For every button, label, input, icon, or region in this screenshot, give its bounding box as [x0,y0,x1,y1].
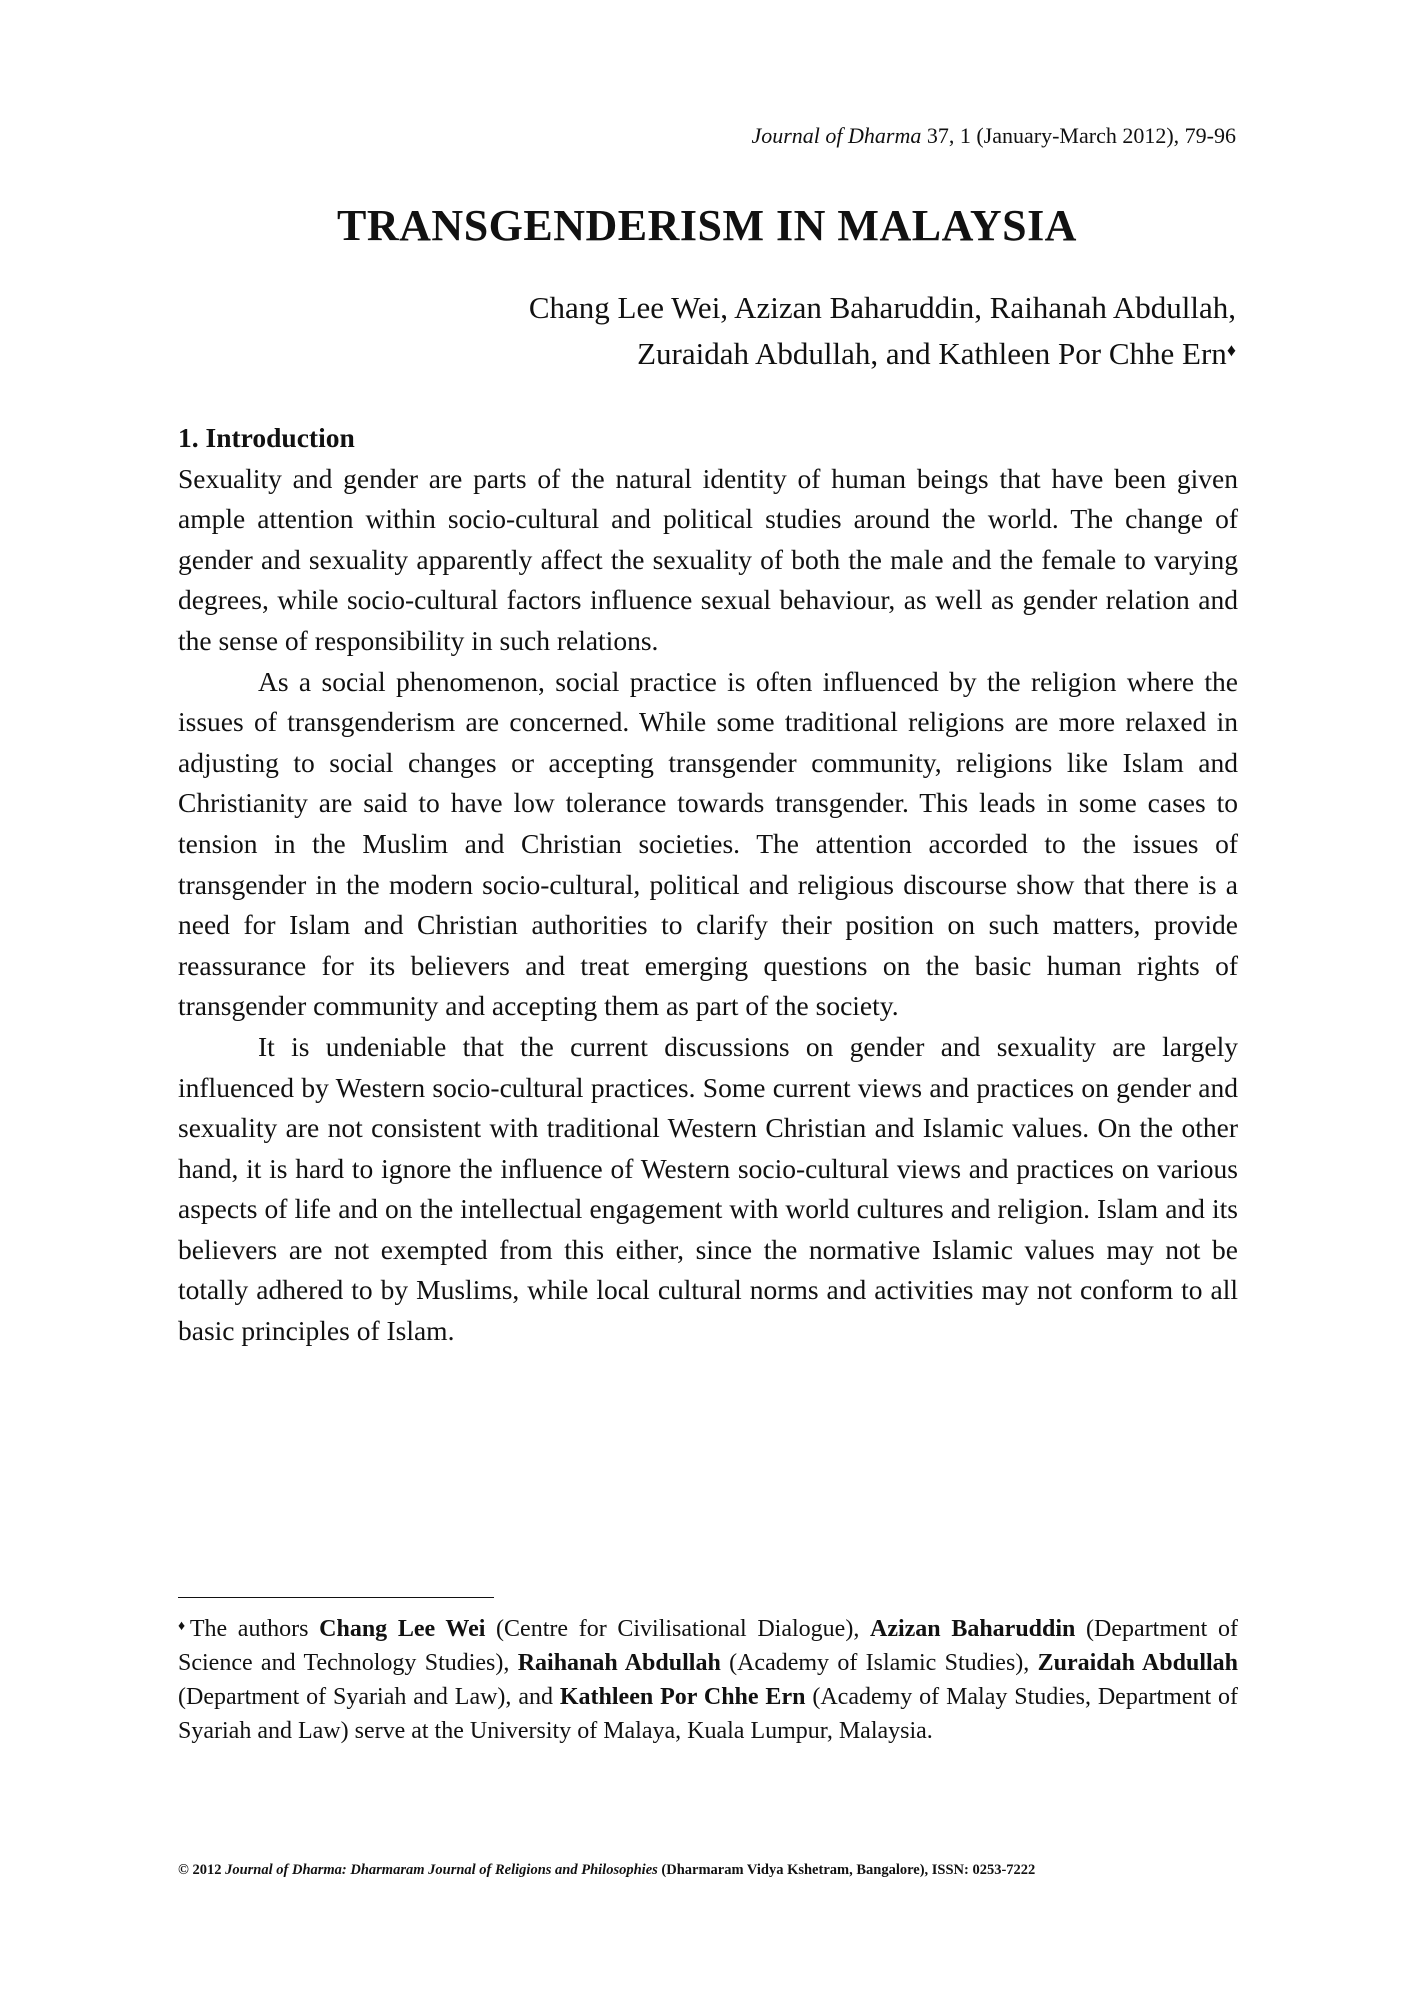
author-affiliation-footnote [178,1612,1238,1748]
footnote-text: (Department of Syariah and Law), and [178,1684,560,1710]
article-title: TRANSGENDERISM IN MALAYSIA [337,201,1077,250]
footnote-text: (Academy of Malay Studies, Department of Syariah and Law) serve at the University of Malaya, Kuala Lumpur, Malaysia. [178,1684,1238,1744]
footnote-text: (Academy of Islamic Studies), [720,1650,1038,1676]
footnote-marker: ♦ [178,1619,190,1634]
body-paragraph-2: As a social phenomenon, social practice is often influenced by the religion where the issues of transgenderism are concerned. While some traditional religions are more relaxed in adjusting to social changes or accepting transgender community, religions like Islam and Christianity are said to have low tolerance towards transgender. This leads in some cases to tension in the Muslim and Christian societies. The attention accorded to the issues of transgender in the modern socio-cultural, political and religious discourse show that there is a need for Islam and Christian authorities to clarify their position on such matters, provide reassurance for its believers and treat emerging questions on the basic human rights of transgender community and accepting them as part of the society. [178,665,1238,1022]
body-paragraph-1: Sexuality and gender are parts of the natural identity of human beings that have been given ample attention within socio-cultural and political studies around the world. The change of gender and sexuality apparently affect the sexuality of both the male and the female to varying degrees, while socio-cultural factors influence sexual behaviour, as well as gender relation and the sense of responsibility in such relations. [178,462,1238,656]
footnote-text: (Department of Science and Technology Studies), [178,1616,1239,1676]
footnote-author-name: Kathleen Por Chhe Ern [559,1684,806,1710]
footnote-author-name: Chang Lee Wei [319,1616,486,1642]
footnote-divider [178,1597,494,1598]
author-list [529,285,1236,377]
author-line-2-text: Zuraidah Abdullah, and Kathleen Por Chhe Ern [637,336,1227,371]
footnote-text: The authors [189,1616,320,1642]
copyright-prefix: © 2012 [178,1862,226,1878]
author-line-2 [529,331,1236,377]
footnote-author-name: Zuraidah Abdullah [1037,1650,1239,1676]
body-paragraph-3: It is undeniable that the current discussions on gender and sexuality are largely influenced by Western socio-cultural practices. Some current views and practices on gender and sexuality are not consistent with traditional Western Christian and Islamic values. On the other hand, it is hard to ignore the influence of Western socio-cultural views and practices on various aspects of life and on the intellectual engagement with world cultures and religion. Islam and its believers are not exempted from this either, since the normative Islamic values may not be totally adhered to by Muslims, while local cultural norms and activities may not conform to all basic principles of Islam. [178,1030,1238,1347]
running-head [751,122,1236,150]
section-heading: 1. Introduction [178,422,355,453]
footnote-author-name: Raihanah Abdullah [517,1650,721,1676]
article-body [178,418,1238,1352]
footnote-author-name: Azizan Baharuddin [870,1616,1076,1642]
running-head-citation: 37, 1 (January-March 2012), 79-96 [921,123,1236,148]
running-head-journal-name: Journal of Dharma [751,123,922,148]
footnote-text: (Centre for Civilisational Dialogue), [485,1616,870,1642]
copyright-suffix: (Dharmaram Vidya Kshetram, Bangalore), ISSN: 0253-7222 [657,1862,1036,1878]
author-line-1: Chang Lee Wei, Azizan Baharuddin, Raihanah Abdullah, [528,290,1236,325]
author-footnote-marker: ♦ [1226,340,1236,360]
copyright-journal-title: Journal of Dharma: Dharmaram Journal of Religions and Philosophies [225,1862,658,1878]
copyright-line [178,1860,1238,1880]
